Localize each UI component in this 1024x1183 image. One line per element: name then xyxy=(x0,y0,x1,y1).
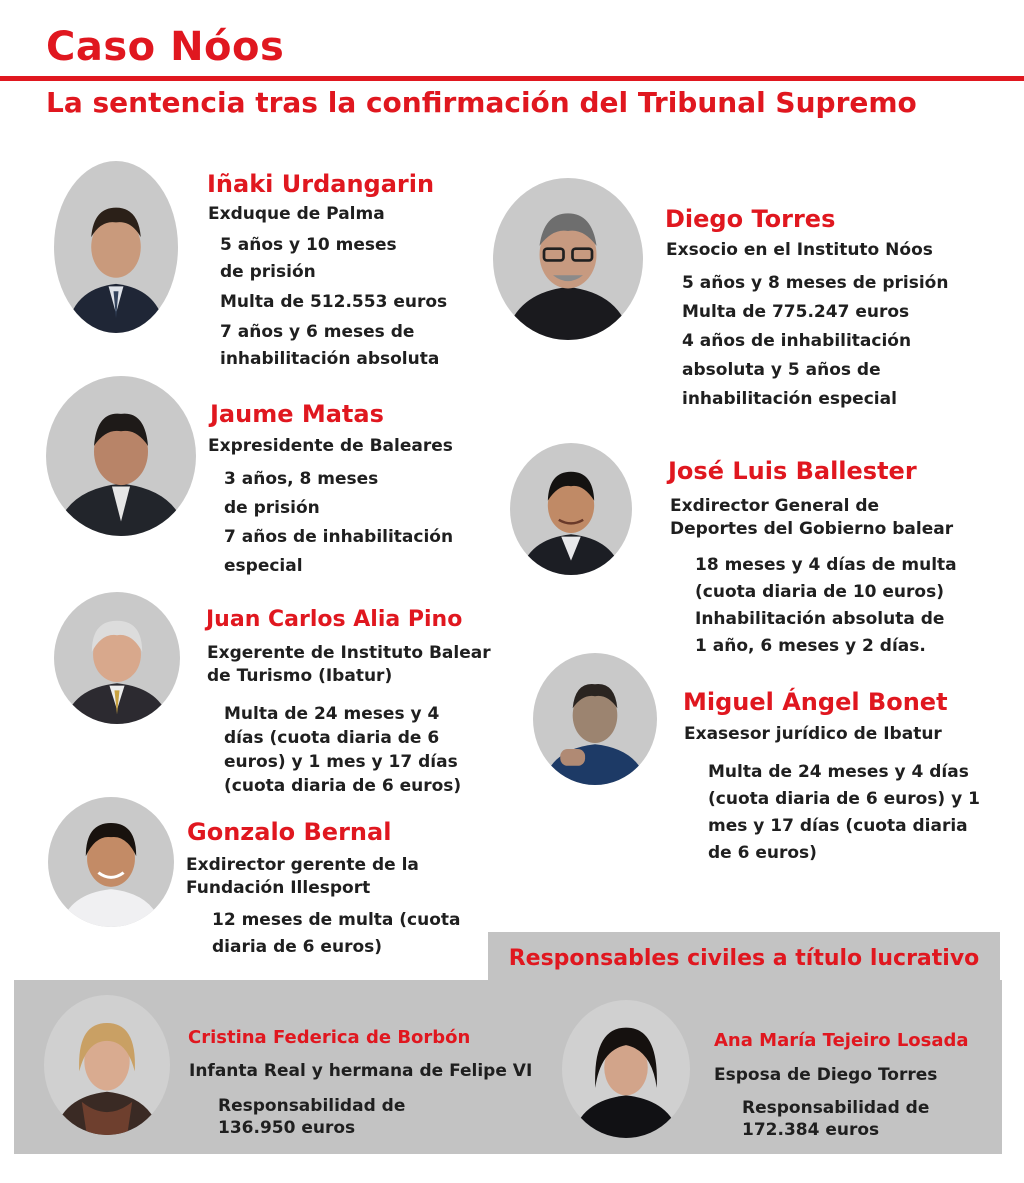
person-sentence xyxy=(682,269,948,414)
person-role xyxy=(207,642,491,688)
portrait-photo-ballester xyxy=(510,443,632,575)
sentence-line: (cuota diaria de 6 euros) xyxy=(224,776,462,796)
portrait-photo-tejeiro xyxy=(562,1000,690,1138)
portrait-photo-alia-pino xyxy=(54,592,180,724)
person-sentence xyxy=(708,759,980,867)
portrait-photo-cristina xyxy=(44,995,170,1135)
role-line: Exduque de Palma xyxy=(208,204,385,224)
sentence-line: especial xyxy=(224,556,303,576)
person-role xyxy=(670,495,953,541)
role-line: Exasesor jurídico de Ibatur xyxy=(684,724,942,744)
sentence-line: inhabilitación especial xyxy=(682,389,897,409)
person-role xyxy=(666,239,933,262)
person-role xyxy=(684,723,942,746)
sentence-line: 12 meses de multa (cuota xyxy=(212,910,461,930)
sentence-line: 7 años y 6 meses de xyxy=(220,322,415,342)
role-line: Exdirector General de xyxy=(670,496,880,516)
sentence-line: absoluta y 5 años de xyxy=(682,360,881,380)
person-sentence xyxy=(218,1095,405,1139)
person-sentence xyxy=(695,552,957,660)
sentence-line: (cuota diaria de 6 euros) y 1 xyxy=(708,789,980,809)
sentence-line: 18 meses y 4 días de multa xyxy=(695,555,957,575)
page-title: Caso Nóos xyxy=(46,24,285,70)
person-name: Iñaki Urdangarin xyxy=(207,170,435,198)
role-line: de Turismo (Ibatur) xyxy=(207,666,393,686)
person-name: Ana María Tejeiro Losada xyxy=(714,1030,969,1051)
sentence-line: 5 años y 8 meses de prisión xyxy=(682,273,949,293)
person-name: Jaume Matas xyxy=(210,400,384,428)
sentence-line: Responsabilidad de xyxy=(742,1098,930,1118)
role-line: Exgerente de Instituto Balear xyxy=(207,643,491,663)
role-line: Fundación Illesport xyxy=(186,878,371,898)
portrait-photo-torres xyxy=(493,178,643,340)
role-line: Esposa de Diego Torres xyxy=(714,1065,938,1085)
role-line: Deportes del Gobierno balear xyxy=(670,519,954,539)
person-name: José Luis Ballester xyxy=(668,457,917,485)
portrait-photo-matas xyxy=(46,376,196,536)
person-sentence xyxy=(224,465,453,581)
sentence-line: inhabilitación absoluta xyxy=(220,349,440,369)
sentence-line: 4 años de inhabilitación xyxy=(682,331,912,351)
person-name: Juan Carlos Alia Pino xyxy=(206,607,463,632)
sentence-line: 136.950 euros xyxy=(218,1118,356,1138)
person-name: Miguel Ángel Bonet xyxy=(683,688,948,716)
person-role xyxy=(208,203,385,226)
person-name: Diego Torres xyxy=(665,205,836,233)
portrait-photo-urdangarin xyxy=(54,161,178,333)
role-line: Exsocio en el Instituto Nóos xyxy=(666,240,933,260)
sentence-line: 1 año, 6 meses y 2 días. xyxy=(695,636,926,656)
person-role xyxy=(208,435,453,458)
sentence-line: días (cuota diaria de 6 xyxy=(224,728,440,748)
sentence-line: 172.384 euros xyxy=(742,1120,880,1140)
sentence-line: 5 años y 10 meses xyxy=(220,235,397,255)
person-name: Cristina Federica de Borbón xyxy=(188,1027,471,1048)
sentence-line: euros) y 1 mes y 17 días xyxy=(224,752,458,772)
person-sentence xyxy=(220,232,447,373)
person-role xyxy=(186,854,419,900)
sentence-line: Multa de 24 meses y 4 días xyxy=(708,762,969,782)
sentence-line: Multa de 24 meses y 4 xyxy=(224,704,440,724)
role-line: Exdirector gerente de la xyxy=(186,855,419,875)
sentence-line: de prisión xyxy=(224,498,320,518)
sentence-line: Inhabilitación absoluta de xyxy=(695,609,945,629)
sentence-line: Multa de 512.553 euros xyxy=(220,292,448,312)
person-role xyxy=(189,1060,532,1083)
sentence-line: 3 años, 8 meses xyxy=(224,469,379,489)
person-role xyxy=(714,1064,937,1087)
person-sentence xyxy=(224,702,461,798)
title-divider xyxy=(0,76,1024,81)
sentence-line: Responsabilidad de xyxy=(218,1096,406,1116)
role-line: Infanta Real y hermana de Felipe VI xyxy=(189,1061,533,1081)
sentence-line: Multa de 775.247 euros xyxy=(682,302,910,322)
sentence-line: 7 años de inhabilitación xyxy=(224,527,454,547)
role-line: Expresidente de Baleares xyxy=(208,436,453,456)
civil-liability-header: Responsables civiles a título lucrativo xyxy=(488,932,1000,984)
person-name: Gonzalo Bernal xyxy=(187,818,392,846)
person-sentence xyxy=(742,1097,929,1141)
sentence-line: de prisión xyxy=(220,262,316,282)
person-sentence xyxy=(212,907,461,961)
portrait-photo-bonet xyxy=(533,653,657,785)
sentence-line: mes y 17 días (cuota diaria xyxy=(708,816,968,836)
sentence-line: (cuota diaria de 10 euros) xyxy=(695,582,944,602)
page-subtitle: La sentencia tras la confirmación del Tribunal Supremo xyxy=(46,86,917,119)
sentence-line: de 6 euros) xyxy=(708,843,817,863)
sentence-line: diaria de 6 euros) xyxy=(212,937,383,957)
portrait-photo-bernal xyxy=(48,797,174,927)
